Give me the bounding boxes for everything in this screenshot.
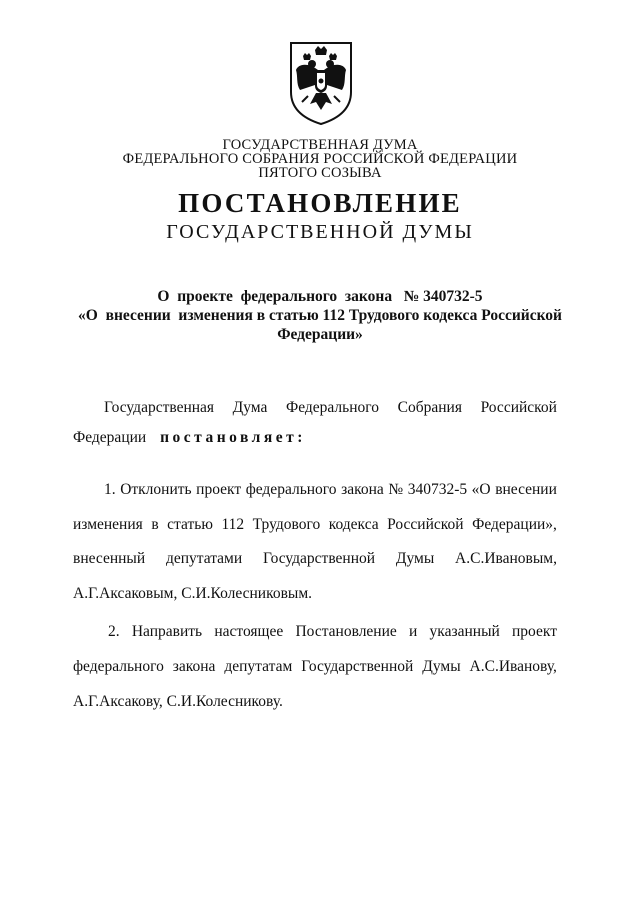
- preamble-word: Дума: [232, 399, 268, 416]
- preamble-word: Российской: [480, 399, 557, 416]
- item1-line-2: [73, 515, 557, 534]
- decree-word: постановляет:: [160, 429, 306, 446]
- item1-word: 340732-5: [407, 481, 468, 498]
- item2-word: Думы: [422, 658, 461, 675]
- item1-word: А.С.Ивановым,: [455, 550, 557, 567]
- item2-word: депутатам: [224, 658, 293, 675]
- preamble-line-1: [104, 398, 557, 417]
- document-title: ПОСТАНОВЛЕНИЕ: [178, 188, 462, 218]
- item2-word: закона: [172, 658, 216, 675]
- preamble-word: Собрания: [397, 399, 462, 416]
- issuer-line-3: ПЯТОГО СОЗЫВА: [258, 165, 382, 181]
- item1-word: проект: [196, 481, 242, 498]
- item2-word: указанный: [429, 623, 500, 640]
- item2-word: Государственной: [301, 658, 414, 675]
- subject-line-3: Федерации»: [277, 326, 363, 343]
- russian-coat-of-arms-emblem: [288, 40, 354, 126]
- item2-word: 2.: [108, 623, 120, 640]
- item1-word: Российской: [387, 516, 464, 533]
- item1-word: Федерации»,: [472, 516, 557, 533]
- item1-word: кодекса: [328, 516, 379, 533]
- preamble-word: Государственная: [104, 399, 215, 416]
- subject-line-1: О проекте федерального закона № 340732-5: [157, 288, 483, 305]
- item1-word: Думы: [395, 550, 435, 567]
- item2-word: и: [409, 623, 418, 640]
- item1-word: закона: [341, 481, 384, 498]
- item2-word: федерального: [73, 658, 164, 675]
- item1-word: в: [151, 516, 159, 533]
- item2-word: проект: [512, 623, 557, 640]
- item1-line-4: А.Г.Аксаковым, С.И.Колесниковым.: [73, 585, 313, 602]
- item1-word: внесении: [495, 481, 557, 498]
- item1-word: Отклонить: [120, 481, 192, 498]
- item2-word: Постановление: [295, 623, 397, 640]
- item1-line-1: [104, 480, 557, 499]
- preamble-word: Федерального: [285, 399, 380, 416]
- item2-line-3: А.Г.Аксакову, С.И.Колесникову.: [73, 693, 283, 710]
- item1-word: федерального: [245, 481, 337, 498]
- item1-word: 1.: [104, 481, 116, 498]
- issuer-line-2: ФЕДЕРАЛЬНОГО СОБРАНИЯ РОССИЙСКОЙ ФЕДЕРАЦИИ: [122, 151, 518, 167]
- item1-word: №: [388, 481, 404, 498]
- item2-word: настоящее: [214, 623, 284, 640]
- item1-word: изменения: [73, 516, 143, 533]
- item2-word: А.С.Иванову,: [469, 658, 557, 675]
- item1-word: Трудового: [252, 516, 321, 533]
- item1-word: депутатами: [165, 550, 243, 567]
- preamble-line-2: [73, 428, 306, 447]
- item1-line-3: [73, 549, 557, 568]
- item1-word: 112: [221, 516, 245, 533]
- item1-word: статью: [167, 516, 213, 533]
- item1-word: внесенный: [73, 550, 146, 567]
- document-subtitle: ГОСУДАРСТВЕННОЙ ДУМЫ: [166, 221, 474, 243]
- item2-line-2: [73, 657, 557, 676]
- issuer-line-1: ГОСУДАРСТВЕННАЯ ДУМА: [222, 137, 418, 153]
- item1-word: «О: [471, 481, 491, 498]
- item2-line-1: [108, 622, 557, 641]
- item2-word: Направить: [131, 623, 203, 640]
- preamble-word: Федерации: [73, 429, 147, 446]
- item1-word: Государственной: [262, 550, 376, 567]
- subject-line-2: «О внесении изменения в статью 112 Трудового кодекса Российской: [78, 307, 562, 324]
